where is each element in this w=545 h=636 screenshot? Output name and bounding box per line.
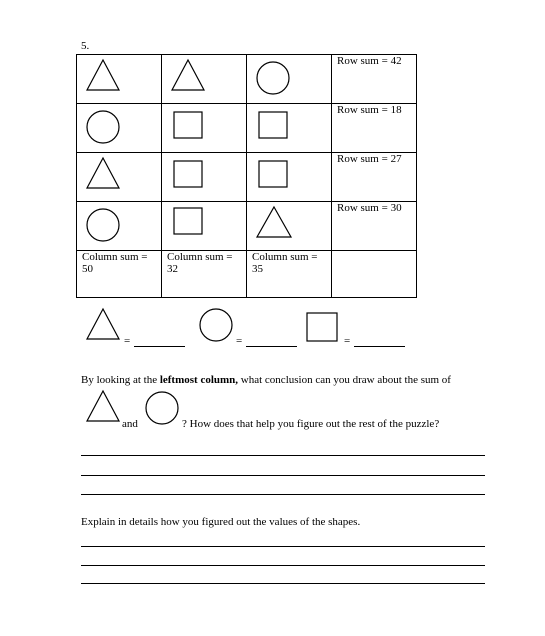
answer-line[interactable] bbox=[81, 494, 485, 495]
row-sum-label: Row sum = 42 bbox=[337, 55, 402, 67]
column-sum-row bbox=[77, 251, 417, 298]
square-icon bbox=[305, 311, 341, 343]
circle-icon bbox=[255, 57, 291, 97]
grid-cell bbox=[247, 202, 332, 251]
problem-number: 5. bbox=[81, 40, 90, 52]
grid-cell bbox=[162, 55, 247, 104]
column-sum-label: Column sum = 50 bbox=[82, 251, 148, 275]
square-answer-blank[interactable] bbox=[354, 336, 405, 347]
square-icon bbox=[170, 155, 206, 191]
grid-cell bbox=[77, 202, 162, 251]
column-sum-cell bbox=[162, 251, 247, 298]
circle-icon bbox=[85, 106, 121, 146]
triangle-icon bbox=[170, 57, 206, 93]
question-1-text bbox=[81, 374, 451, 386]
question-1-bold: leftmost column, bbox=[159, 374, 239, 386]
answer-line[interactable] bbox=[81, 583, 485, 584]
grid-cell bbox=[247, 55, 332, 104]
triangle-icon bbox=[85, 57, 121, 93]
row-sum-cell bbox=[332, 104, 417, 153]
grid-cell bbox=[162, 104, 247, 153]
equals-sign: = bbox=[236, 335, 243, 347]
question-2-text: Explain in details how you figured out the values of the shapes. bbox=[81, 516, 361, 528]
square-icon bbox=[255, 155, 291, 191]
circle-icon bbox=[85, 204, 121, 244]
circle-answer-blank[interactable] bbox=[246, 336, 297, 347]
triangle-icon bbox=[85, 306, 121, 342]
triangle-icon bbox=[85, 388, 121, 424]
circle-icon bbox=[144, 390, 180, 426]
grid-cell bbox=[247, 153, 332, 202]
answer-line[interactable] bbox=[81, 565, 485, 566]
answer-line[interactable] bbox=[81, 546, 485, 547]
square-icon bbox=[170, 106, 206, 142]
grid-cell bbox=[77, 55, 162, 104]
grid-cell bbox=[247, 104, 332, 153]
grid-cell bbox=[77, 153, 162, 202]
question-1-suffix: what conclusion can you draw about the sum of bbox=[238, 374, 451, 386]
triangle-answer-blank[interactable] bbox=[134, 336, 185, 347]
grid-row bbox=[77, 202, 417, 251]
grid-cell bbox=[77, 104, 162, 153]
row-sum-label: Row sum = 30 bbox=[337, 202, 402, 214]
row-sum-label: Row sum = 27 bbox=[337, 153, 402, 165]
answer-line[interactable] bbox=[81, 455, 485, 456]
row-sum-cell bbox=[332, 153, 417, 202]
row-sum-cell bbox=[332, 55, 417, 104]
empty-cell bbox=[332, 251, 417, 298]
grid-row bbox=[77, 55, 417, 104]
grid-cell bbox=[162, 153, 247, 202]
triangle-icon bbox=[85, 155, 121, 191]
grid-row bbox=[77, 153, 417, 202]
question-1-prefix: By looking at the bbox=[81, 374, 160, 386]
shape-puzzle-grid bbox=[76, 54, 417, 298]
row-sum-label: Row sum = 18 bbox=[337, 104, 402, 116]
column-sum-cell bbox=[247, 251, 332, 298]
grid-row bbox=[77, 104, 417, 153]
grid-cell bbox=[162, 202, 247, 251]
question-1-followup: ? How does that help you figure out the rest of the puzzle? bbox=[182, 418, 440, 430]
equals-sign: = bbox=[124, 335, 131, 347]
and-text: and bbox=[122, 418, 138, 430]
answer-line[interactable] bbox=[81, 475, 485, 476]
column-sum-label: Column sum = 35 bbox=[252, 251, 318, 275]
row-sum-cell bbox=[332, 202, 417, 251]
circle-icon bbox=[198, 307, 234, 343]
column-sum-cell bbox=[77, 251, 162, 298]
square-icon bbox=[255, 106, 291, 142]
triangle-icon bbox=[255, 204, 293, 240]
square-icon bbox=[170, 204, 206, 240]
equals-sign: = bbox=[344, 335, 351, 347]
column-sum-label: Column sum = 32 bbox=[167, 251, 233, 275]
